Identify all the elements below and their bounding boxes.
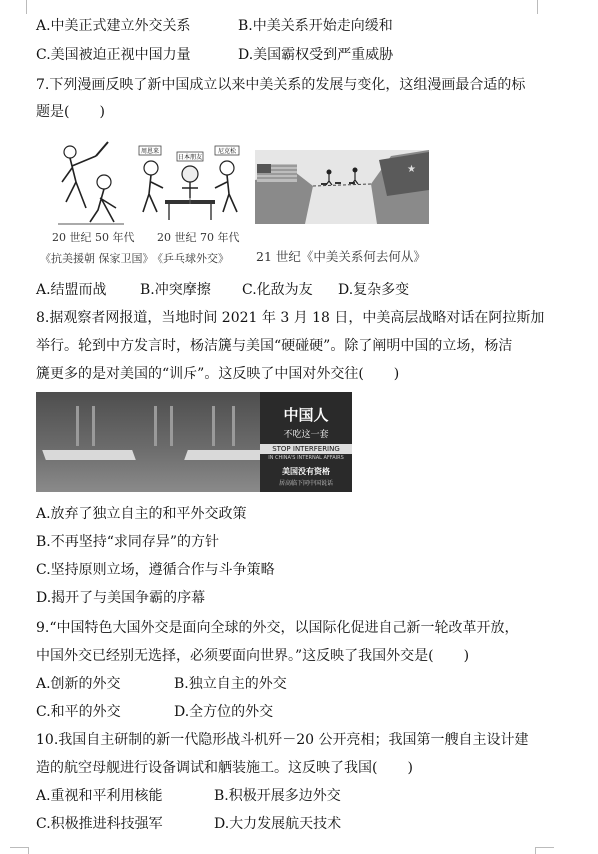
flag-pole [154,406,157,446]
q7-stem-line2 [36,102,105,122]
q10-stem-line2 [36,758,413,778]
crop-mark-bottom-left [10,847,29,854]
q9-stem-text: 中国外交已经别无选择，必须要面向世界。”这反映了我国外交是( [36,648,434,664]
cartoon-sino-us-relations-bridge [255,150,429,224]
q8-option-a: A.放弃了独立自主的和平外交政策 [36,506,247,522]
q8-stem-text: 篪更多的是对美国的“训斥”。这反映了中国对外交往( [36,366,364,382]
q8-option-d: D.揭开了与美国争霸的序幕 [36,590,206,606]
q8-option-b: B.不再坚持“求同存异”的方针 [36,534,220,550]
q10-stem-line1: 10.我国自主研制的新一代隐形战斗机歼－20 公开亮相；我国第一艘自主设计建 [36,732,529,748]
q8-stem-close: ) [393,366,400,382]
flag-pole [170,406,173,446]
cartoon2-caption: 《乒乓球外交》 [152,252,229,265]
banner-english-1: STOP INTERFERING [260,444,352,454]
q9-stem-close: ) [463,648,470,664]
q8-option-c: C.坚持原则立场，遵循合作与斗争策略 [36,562,275,578]
cartoon2-era: 20 世纪 70 年代 [157,231,240,244]
cartoon1-era: 20 世纪 50 年代 [52,231,135,244]
q9-option-a: A.创新的外交 [36,676,121,692]
q10-option-d: D.大力发展航天技术 [214,816,342,832]
banner-chinese-3: 居高临下同中国说话 [278,480,333,487]
cartoon-ping-pong-diplomacy [137,138,243,226]
q7-option-d: D.复杂多变 [338,282,410,298]
q7-option-a: A.结盟而战 [36,282,107,298]
q6-option-b: B.中美关系开始走向缓和 [238,18,393,34]
q7-stem-close: ) [99,104,105,120]
flag-pole [92,406,95,446]
photo-alaska-dialogue [36,392,352,492]
q9-option-d: D.全方位的外交 [174,704,274,720]
cartoon-anti-us-aid-korea [56,138,126,226]
q7-option-b: B.冲突摩擦 [140,282,211,298]
cartoon1-caption: 《抗美援朝 保家卫国》 [40,252,154,265]
banner-title: 中国人 [283,406,329,424]
q6-option-d: D.美国霸权受到严重威胁 [238,47,394,63]
cartoon2-left-tag: 周恩来 [140,148,160,155]
flag-pole [232,406,235,446]
q7-stem-text: 题是( [36,104,70,120]
q8-stem-line1: 8.据观察者网报道，当地时间 2021 年 3 月 18 日，中美高层战略对话在阿拉斯加 [36,310,545,326]
flag-star-icon: ★ [407,164,416,175]
q10-stem-close: ) [407,760,413,776]
cartoon2-right-tag: 尼克松 [217,148,237,155]
flag-pole [212,406,215,446]
q7-option-c: C.化敌为友 [242,282,313,298]
q10-option-a: A.重视和平利用核能 [36,788,163,804]
q9-option-c: C.和平的外交 [36,704,121,720]
cartoon3-caption: 21 世纪《中美关系何去何从》 [256,249,426,264]
q10-option-b: B.积极开展多边外交 [214,788,341,804]
q7-stem-line1: 7.下列漫画反映了新中国成立以来中美关系的发展与变化，这组漫画最合适的标 [36,77,526,93]
q8-stem-line2: 举行。轮到中方发言时，杨洁篪与美国“硬碰硬”。除了阐明中国的立场，杨洁 [36,338,513,354]
q10-option-c: C.积极推进科技强军 [36,816,163,832]
q10-stem-text: 造的航空母舰进行设备调试和舾装施工。这反映了我国( [36,760,378,776]
banner-subtitle: 不吃这一套 [283,430,329,440]
q9-stem-line1: 9.“中国特色大国外交是面向全球的外交，以国际化促进自己新一轮改革开放， [36,620,519,636]
banner-english-2: IN CHINA'S INTERNAL AFFAIRS [268,455,344,461]
crop-mark-bottom-right [535,847,554,854]
q6-option-c: C.美国被迫正视中国力量 [36,47,191,63]
q8-stem-line3 [36,364,399,384]
q9-stem-line2 [36,646,469,666]
banner-chinese-2: 美国没有资格 [282,467,330,476]
conference-table-left [42,450,136,460]
flag-pole [76,406,79,446]
crop-mark-top-right [537,0,554,14]
q9-option-b: B.独立自主的外交 [174,676,287,692]
q6-option-a: A.中美正式建立外交关系 [36,18,191,34]
cartoon2-mid-tag: 日本朋友 [177,154,203,161]
crop-mark-top-left [10,0,27,14]
slogan-banner [260,392,352,492]
